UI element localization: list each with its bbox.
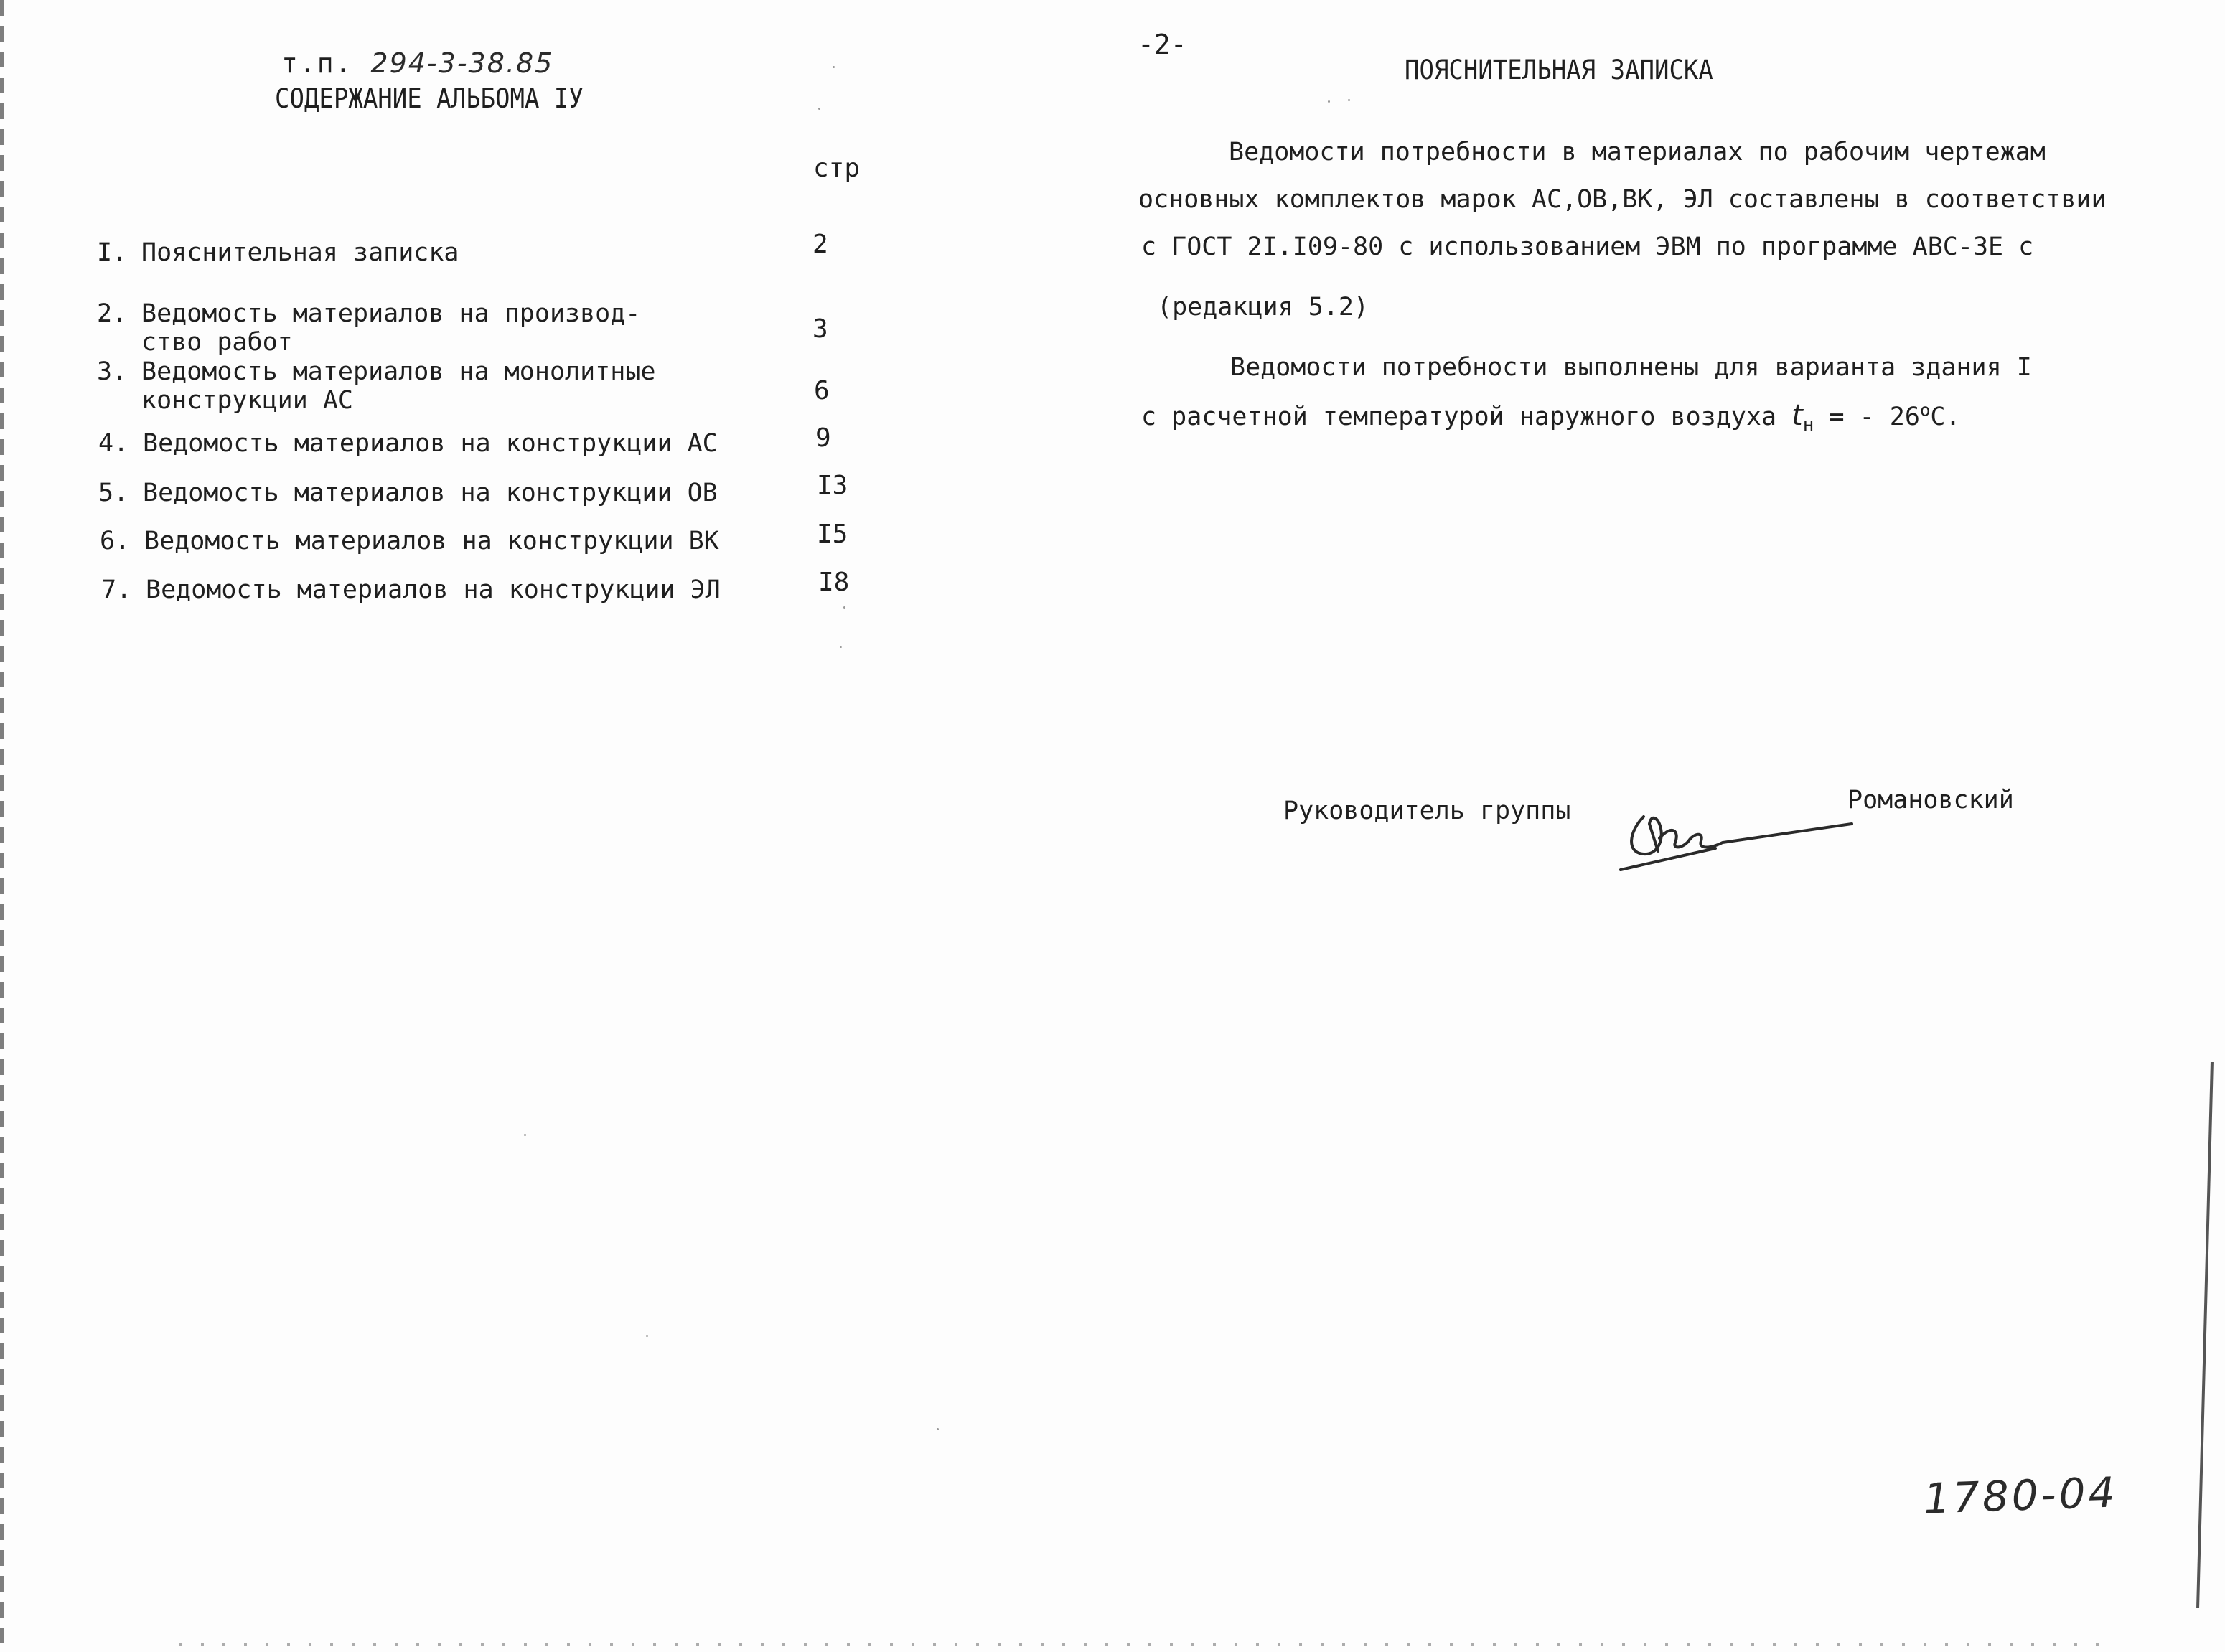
scan-bottom-marks	[179, 1643, 2117, 1646]
album-contents-title: СОДЕРЖАНИЕ АЛЬБОМА IУ	[275, 83, 584, 115]
toc-item-page: 9	[815, 423, 831, 453]
toc-item-number: 4.	[98, 429, 129, 458]
temperature-symbol: t	[1791, 399, 1803, 432]
signer-name: Романовский	[1847, 786, 2014, 815]
temperature-text: с расчетной температурой наружного воздуха	[1141, 403, 1777, 431]
toc-item-text: Ведомость материалов на конструкции ОВ	[143, 479, 718, 507]
toc-item-text: Ведомость материалов на конструкции ЭЛ	[146, 576, 721, 604]
toc-item-number: 6.	[100, 527, 131, 555]
document-code	[281, 47, 553, 79]
toc-item-page: I8	[818, 568, 850, 597]
toc-item-text: Ведомость материалов на производ-	[141, 299, 641, 328]
toc-item-text: Ведомость материалов на конструкции ВК	[144, 527, 719, 555]
scan-speck	[833, 66, 835, 68]
toc-item-text-continued: конструкции АС	[141, 386, 354, 415]
toc-item-text: Ведомость материалов на монолитные	[141, 357, 656, 386]
toc-item	[98, 429, 718, 458]
scan-speck	[1348, 99, 1350, 101]
toc-item	[101, 576, 721, 604]
toc-item	[97, 299, 640, 357]
archive-number: 1780-04	[1922, 1468, 2119, 1524]
toc-item	[97, 357, 655, 415]
toc-item-number: I.	[97, 238, 128, 267]
paragraph-line: (редакция 5.2)	[1157, 293, 1369, 322]
handwritten-signature	[1615, 774, 1873, 874]
document-code-prefix: т.п.	[281, 47, 353, 79]
toc-item-page: I3	[817, 471, 848, 500]
toc-item	[98, 479, 718, 507]
scan-speck	[840, 646, 842, 648]
toc-item-text-continued: ство работ	[141, 328, 293, 357]
toc-item	[100, 527, 719, 555]
temperature-subscript: н	[1802, 414, 1814, 436]
page-column-header: стр	[813, 154, 861, 183]
paragraph-line: с ГОСТ 2I.I09-80 с использованием ЭВМ по программе АВС-3Е с	[1141, 233, 2034, 261]
scan-margin-marks	[0, 0, 4, 1652]
degree-mark: о	[1919, 400, 1931, 421]
page-number: -2-	[1138, 29, 1187, 60]
explanatory-note-title: ПОЯСНИТЕЛЬНАЯ ЗАПИСКА	[1405, 55, 1713, 86]
temperature-unit: С.	[1930, 403, 1961, 431]
toc-item	[97, 238, 459, 267]
signer-role: Руководитель группы	[1283, 797, 1571, 825]
scan-speck	[646, 1335, 648, 1337]
toc-item-number: 7.	[101, 576, 132, 604]
scan-speck	[524, 1134, 526, 1136]
scan-edge-line	[2196, 1062, 2214, 1608]
document-code-number: 294-3-38.85	[370, 47, 554, 79]
paragraph-line-temperature	[1141, 399, 1961, 436]
toc-item-text: Пояснительная записка	[141, 238, 459, 267]
toc-item-page: I5	[817, 520, 848, 549]
scan-speck	[937, 1428, 939, 1430]
toc-item-text: Ведомость материалов на конструкции АС	[143, 429, 718, 458]
toc-item-page: 6	[814, 376, 830, 405]
scan-speck	[843, 606, 846, 609]
paragraph-line: Ведомости потребности в материалах по рабочим чертежам	[1229, 138, 2046, 166]
toc-item-number: 2.	[97, 299, 128, 328]
temperature-value: = - 26	[1829, 403, 1920, 431]
toc-item-page: 3	[812, 314, 828, 344]
toc-item-number: 5.	[98, 479, 129, 507]
toc-item-number: 3.	[97, 357, 128, 386]
toc-item-page: 2	[812, 230, 828, 259]
paragraph-line: Ведомости потребности выполнены для варианта здания I	[1230, 353, 2032, 382]
scan-speck	[818, 108, 820, 110]
paragraph-line: основных комплектов марок АС,ОВ,ВК, ЭЛ составлены в соответствии	[1138, 185, 2107, 214]
scan-speck	[1328, 100, 1330, 103]
